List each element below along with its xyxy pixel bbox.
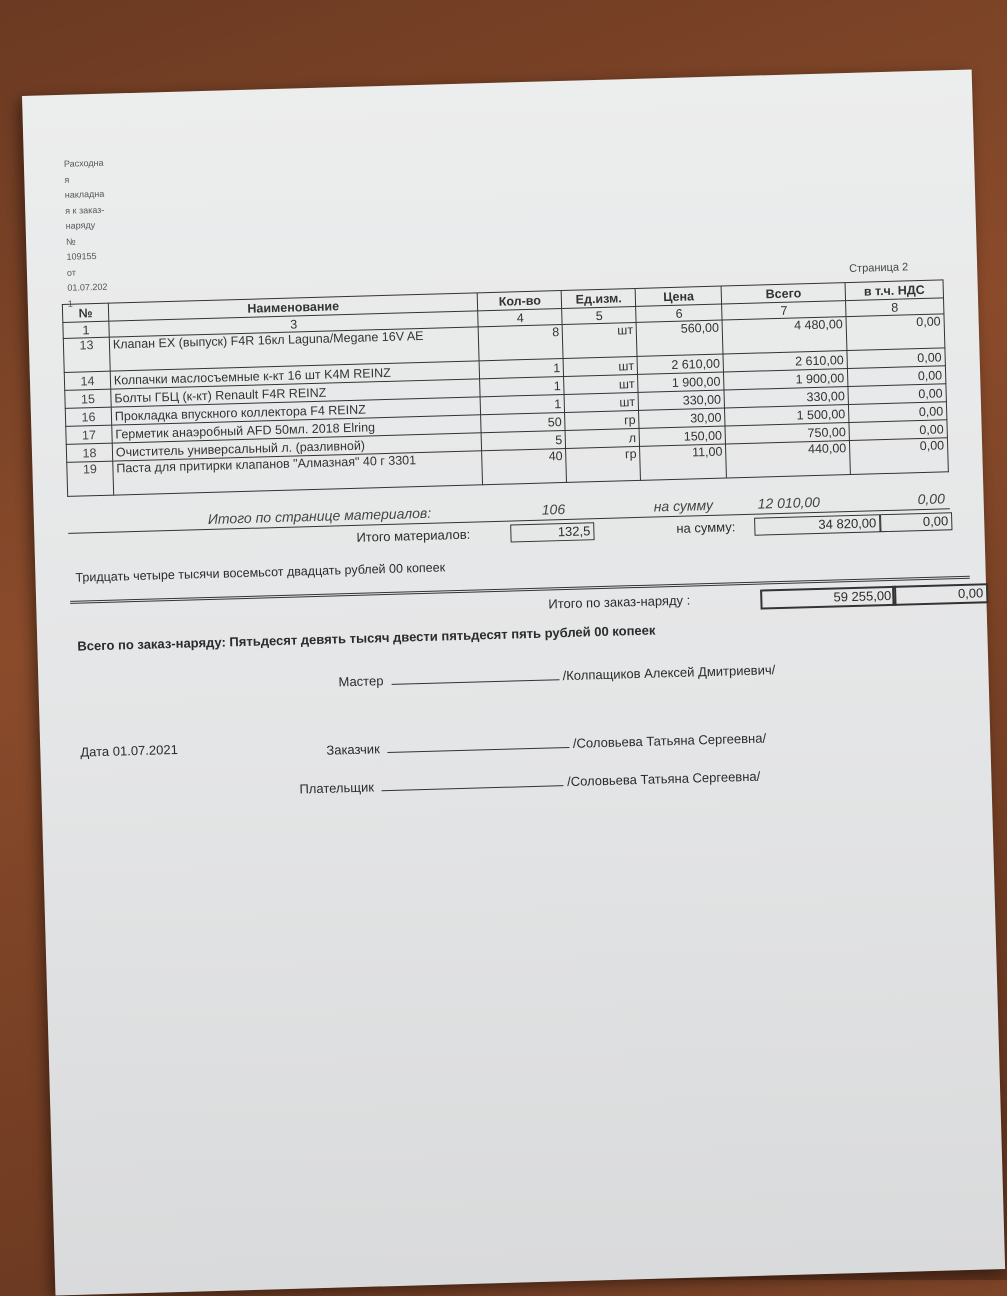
col-number: 6 (636, 304, 722, 322)
item-name: Колпачки маслосъемные к-кт 16 шт K4M REINZ (110, 361, 480, 389)
item-vat: 0,00 (848, 366, 946, 387)
item-qty: 1 (481, 394, 565, 414)
item-name: Болты ГБЦ (к-кт) Renault F4R REINZ (111, 379, 481, 407)
col-header-name: Наименование (108, 293, 478, 321)
item-total: 4 480,00 (722, 317, 847, 354)
date-block (80, 742, 178, 760)
header-line: 109155 (66, 250, 97, 262)
signature-line (381, 773, 563, 791)
header-line: от (66, 267, 77, 278)
page-sum-label: на сумму (653, 496, 714, 515)
materials-totals (68, 512, 950, 545)
col-header-number: № (62, 303, 108, 322)
item-price: 330,00 (638, 390, 724, 410)
materials-sum-label: на сумму: (676, 519, 736, 536)
item-unit: шт (562, 322, 637, 358)
item-vat: 0,00 (849, 402, 947, 423)
col-header-vat: в т.ч. НДС (845, 280, 943, 301)
page-total-qty: 106 (541, 500, 566, 518)
date-value: 01.07.2021 (112, 741, 179, 759)
date-label: Дата (80, 743, 110, 760)
item-name: Герметик анаэробный AFD 50мл. 2018 Elring (112, 415, 482, 443)
item-price: 11,00 (640, 444, 727, 480)
signature-line (387, 735, 569, 753)
order-sum-words: Всего по заказ-наряду: Пятьдесят девять тысяч двести пятьдесят пять рублей 00 копеек (77, 622, 656, 654)
item-unit: л (565, 428, 639, 448)
col-number: 5 (562, 306, 636, 324)
item-price: 560,00 (636, 320, 723, 356)
item-name: Клапан EX (выпуск) F4R 16кл Laguna/Megane 16V AE (109, 327, 479, 371)
row-number: 17 (66, 425, 112, 444)
col-header-unit: Ед.изм. (562, 288, 636, 308)
row-number: 18 (66, 443, 112, 462)
item-vat: 0,00 (848, 384, 946, 405)
row-number: 19 (67, 461, 114, 496)
master-label: Мастер (338, 673, 384, 690)
materials-sum: 34 820,00 (754, 514, 880, 536)
header-line: я (64, 174, 70, 185)
header-line: 01.07.202 (67, 281, 108, 293)
payer-label: Плательщик (299, 779, 375, 797)
item-price: 30,00 (639, 408, 725, 428)
payer-name: /Соловьева Татьяна Сергеевна/ (566, 768, 761, 790)
master-signature (338, 661, 775, 689)
item-vat: 0,00 (846, 314, 945, 351)
item-qty: 5 (482, 430, 566, 450)
header-line: 1 (67, 298, 73, 309)
header-line: № (65, 236, 76, 247)
item-total: 330,00 (724, 387, 848, 408)
item-price: 2 610,00 (637, 354, 723, 374)
col-header-qty: Кол-во (478, 291, 562, 311)
invoice-page (22, 69, 1005, 1295)
materials-sum-words: Тридцать четыре тысячи восемьсот двадцать рублей 00 копеек (75, 560, 446, 585)
customer-signature (326, 729, 766, 757)
item-name: Очиститель универсальный л. (разливной) (112, 433, 482, 461)
item-qty: 1 (480, 376, 564, 396)
item-unit: гр (566, 446, 641, 482)
item-price: 150,00 (639, 426, 725, 446)
master-name: /Колпащиков Алексей Дмитриевич/ (562, 662, 776, 684)
item-total: 1 900,00 (724, 369, 848, 390)
materials-total-label: Итого материалов: (356, 526, 471, 545)
materials-vat: 0,00 (880, 512, 952, 532)
item-total: 1 500,00 (725, 405, 849, 426)
item-vat: 0,00 (849, 420, 947, 441)
item-unit: гр (565, 410, 639, 430)
header-line: Расходна (63, 157, 104, 169)
signature-line (391, 667, 559, 685)
item-name: Паста для притирки клапанов "Алмазная" 40 г 3301 (113, 451, 483, 495)
item-qty: 40 (482, 448, 567, 484)
item-qty: 1 (480, 358, 564, 378)
col-header-price: Цена (635, 286, 721, 306)
item-unit: шт (564, 374, 638, 394)
page-vat: 0,00 (917, 490, 946, 508)
customer-name: /Соловьева Татьяна Сергеевна/ (572, 730, 767, 751)
row-number: 16 (65, 407, 111, 426)
item-total: 440,00 (726, 441, 851, 478)
customer-label: Заказчик (326, 741, 380, 758)
payer-signature (299, 768, 760, 797)
item-vat: 0,00 (850, 438, 949, 475)
materials-table (62, 279, 949, 497)
header-line: накладна (64, 188, 105, 200)
materials-total-qty: 132,5 (510, 522, 594, 542)
page-total-label: Итого по странице материалов: (207, 504, 432, 527)
order-total-label: Итого по заказ-наряду : (548, 592, 691, 612)
row-number: 13 (63, 337, 110, 372)
page-number: Страница 2 (848, 261, 909, 275)
item-total: 750,00 (725, 423, 849, 444)
col-number: 1 (63, 321, 109, 338)
page-sum: 12 010,00 (757, 493, 821, 512)
item-price: 1 900,00 (638, 372, 724, 392)
col-header-total: Всего (721, 283, 845, 304)
order-total-vat: 0,00 (892, 583, 989, 606)
item-unit: шт (563, 356, 637, 376)
col-number: 8 (846, 298, 944, 317)
item-total: 2 610,00 (723, 351, 847, 372)
item-name: Прокладка впускного коллектора F4 REINZ (111, 397, 481, 425)
header-line: я к заказ- (65, 204, 105, 216)
item-qty: 8 (479, 324, 564, 360)
col-number: 4 (478, 309, 562, 327)
row-number: 14 (64, 371, 110, 390)
row-number: 15 (65, 389, 111, 408)
col-number: 3 (109, 311, 479, 337)
header-line: наряду (65, 220, 96, 231)
document-header (64, 155, 128, 312)
col-number: 7 (722, 301, 846, 320)
item-qty: 50 (481, 412, 565, 432)
item-vat: 0,00 (847, 348, 945, 369)
order-total-sum: 59 255,00 (760, 586, 897, 610)
item-unit: шт (564, 392, 638, 412)
